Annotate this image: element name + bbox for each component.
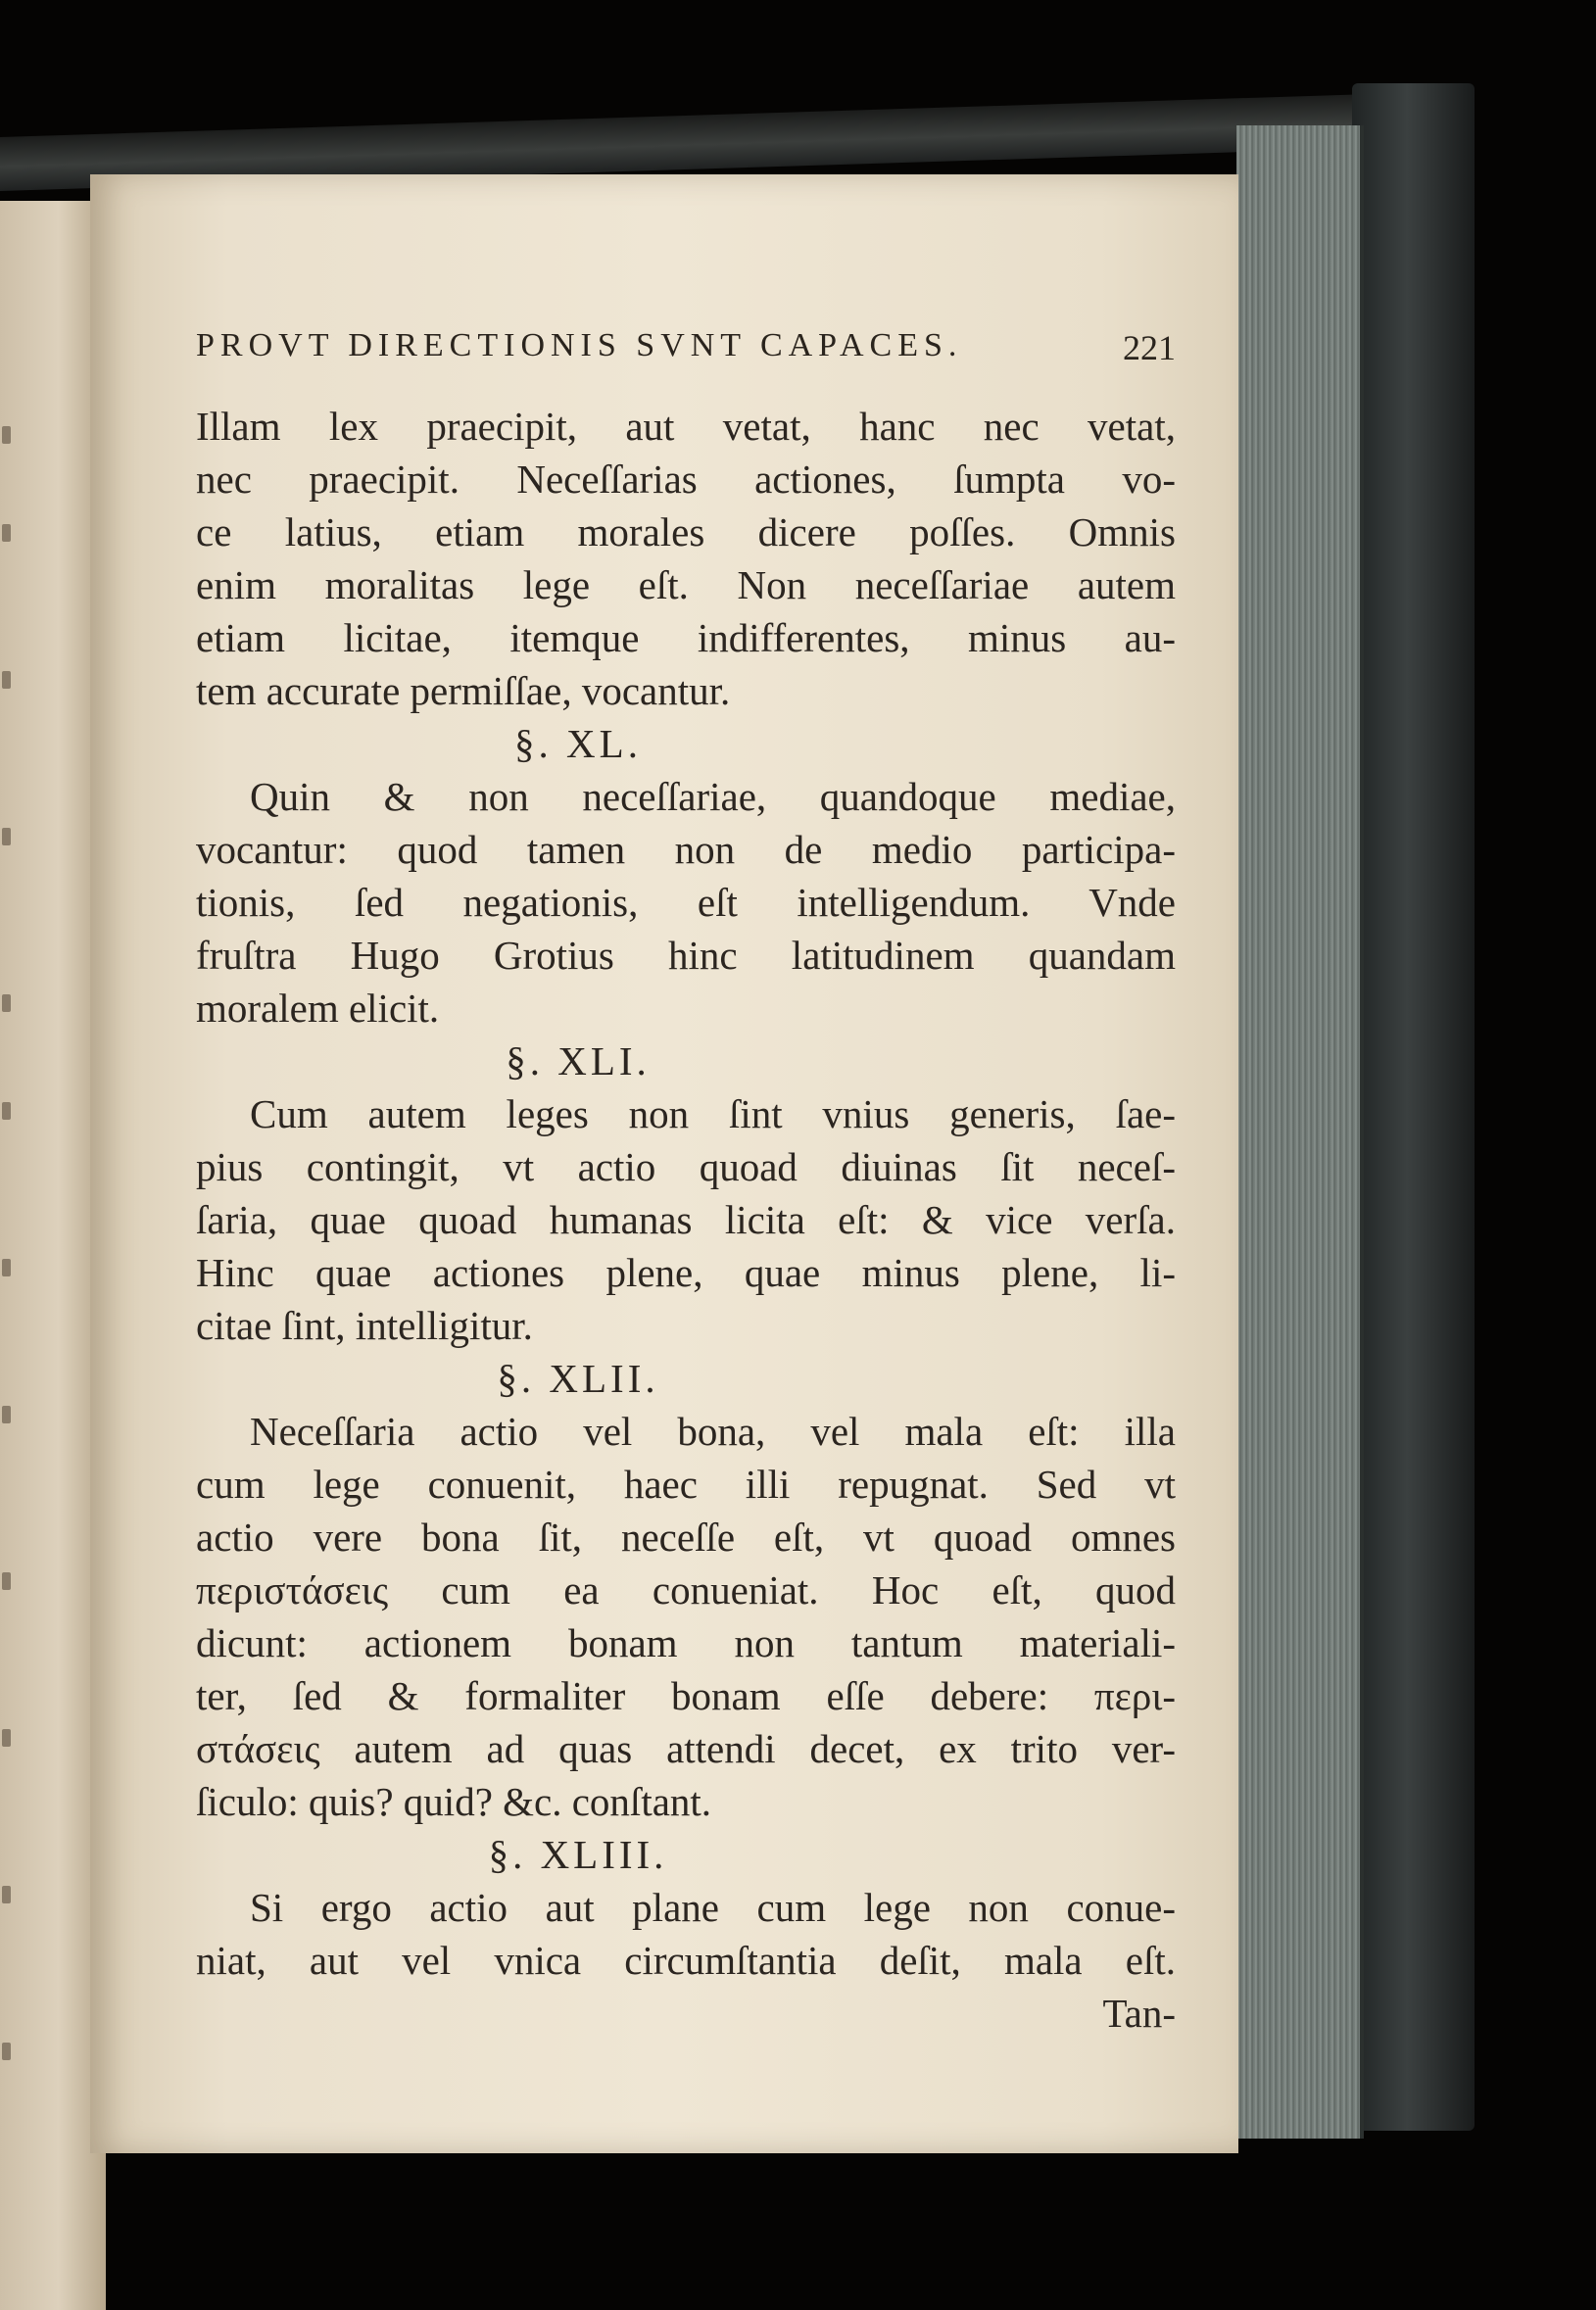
book-cover-spine-edge <box>1352 83 1475 2131</box>
text-line: actio vere bona ſit, neceſſe eſt, vt quoad omnes <box>196 1515 1176 1560</box>
text-line: περιστάσεις cum ea conueniat. Hoc eſt, quod <box>196 1567 1176 1612</box>
text-line: enim moralitas lege eſt. Non neceſſariae autem <box>196 562 1176 607</box>
book-page <box>90 174 1238 2153</box>
text-line: στάσεις autem ad quas attendi decet, ex trito ver- <box>196 1726 1176 1771</box>
text-line: tionis, ſed negationis, eſt intelligendum. Vnde <box>196 880 1176 925</box>
text-line: nec praecipit. Neceſſarias actiones, ſumpta vo- <box>196 457 1176 502</box>
page-body-text <box>196 400 1176 2040</box>
text-line: etiam licitae, itemque indifferentes, minus au- <box>196 615 1176 660</box>
text-line: citae ſint, intelligitur. <box>196 1303 533 1348</box>
text-line: ter, ſed & formaliter bonam eſſe debere: περι- <box>196 1673 1176 1718</box>
text-line: vocantur: quod tamen non de medio participa- <box>196 827 1176 872</box>
section-heading-xlii: §. XLII. <box>497 1356 659 1401</box>
text-line: ſiculo: quis? quid? &c. conſtant. <box>196 1779 712 1824</box>
text-line: ſaria, quae quoad humanas licita eſt: & vice verſa. <box>196 1197 1176 1242</box>
section-heading-xl: §. XL. <box>514 721 642 766</box>
text-line: Si ergo actio aut plane cum lege non conue- <box>250 1885 1176 1930</box>
text-line: tem accurate permiſſae, vocantur. <box>196 668 731 713</box>
text-line: niat, aut vel vnica circumſtantia deſit, mala eſt. <box>196 1938 1176 1983</box>
text-line: cum lege conuenit, haec illi repugnat. Sed vt <box>196 1462 1176 1507</box>
running-head <box>196 327 1176 366</box>
text-line: pius contingit, vt actio quoad diuinas ſit neceſ- <box>196 1144 1176 1189</box>
text-line: dicunt: actionem bonam non tantum materiali- <box>196 1620 1176 1665</box>
section-heading-xliii: §. XLIII. <box>488 1832 668 1877</box>
page-block-fore-edge <box>1236 125 1364 2139</box>
section-heading-xli: §. XLI. <box>506 1038 651 1083</box>
text-line: fruſtra Hugo Grotius hinc latitudinem quandam <box>196 933 1176 978</box>
text-line: Neceſſaria actio vel bona, vel mala eſt: illa <box>250 1409 1176 1454</box>
running-title: PROVT DIRECTIONIS SVNT CAPACES. <box>196 327 963 363</box>
text-line: Hinc quae actiones plene, quae minus plene, li- <box>196 1250 1176 1295</box>
catchword: Tan- <box>1102 1991 1176 2036</box>
text-line: Cum autem leges non ſint vnius generis, ſae- <box>250 1091 1176 1136</box>
text-line: ce latius, etiam morales dicere poſſes. Omnis <box>196 509 1176 554</box>
text-line: Illam lex praecipit, aut vetat, hanc nec vetat, <box>196 404 1176 449</box>
text-line: moralem elicit. <box>196 986 440 1031</box>
text-line: Quin & non neceſſariae, quandoque mediae, <box>250 774 1176 819</box>
page-number: 221 <box>1123 328 1176 367</box>
